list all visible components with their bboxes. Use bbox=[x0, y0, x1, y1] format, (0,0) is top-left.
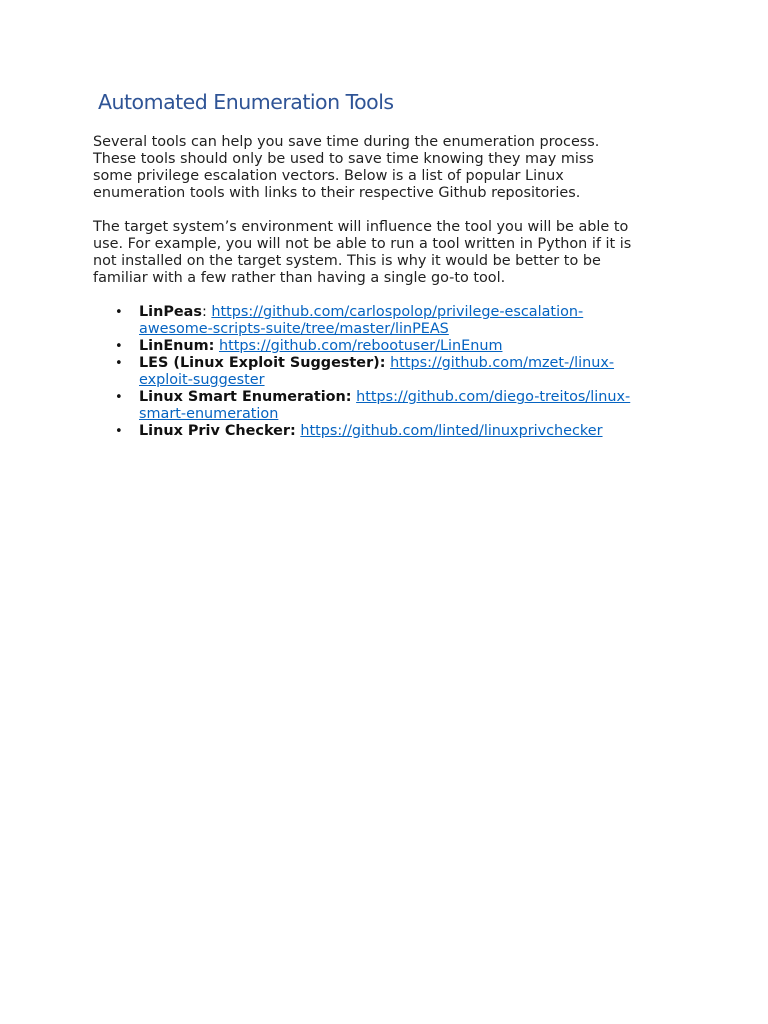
les-link[interactable]: https://github.com/mzet-/linux- bbox=[390, 355, 615, 371]
list-item-line bbox=[139, 338, 768, 355]
paragraph-line: The target system’s environment will influence the tool you will be able to bbox=[93, 219, 629, 235]
list-item-linux-smart-enumeration bbox=[0, 389, 768, 423]
tool-name: Linux Smart Enumeration: bbox=[139, 389, 352, 405]
bullet-icon: • bbox=[115, 339, 123, 354]
paragraph-line: Several tools can help you save time during the enumeration process. bbox=[93, 134, 600, 150]
bullet-icon: • bbox=[115, 356, 123, 371]
list-item-line bbox=[139, 372, 768, 389]
list-item-line bbox=[139, 321, 768, 338]
environment-paragraph bbox=[93, 219, 683, 287]
paragraph-line: familiar with a few rather than having a single go-to tool. bbox=[93, 270, 506, 286]
list-item-linux-priv-checker bbox=[0, 423, 768, 440]
list-item-line bbox=[139, 304, 768, 321]
list-item-linenum bbox=[0, 338, 768, 355]
linux-smart-enumeration-link-continued[interactable]: smart-enumeration bbox=[139, 406, 279, 422]
document-title: Automated Enumeration Tools bbox=[98, 90, 394, 114]
bullet-icon: • bbox=[115, 305, 123, 320]
les-link-continued[interactable]: exploit-suggester bbox=[139, 372, 265, 388]
linux-smart-enumeration-link[interactable]: https://github.com/diego-treitos/linux- bbox=[356, 389, 631, 405]
tool-name: LinPeas bbox=[139, 304, 202, 320]
linux-priv-checker-link[interactable]: https://github.com/linted/linuxprivchecker bbox=[300, 423, 603, 439]
list-item-line bbox=[139, 389, 768, 406]
paragraph-line: These tools should only be used to save time knowing they may miss bbox=[93, 151, 594, 167]
intro-paragraph bbox=[93, 134, 683, 202]
paragraph-line: not installed on the target system. This is why it would be better to be bbox=[93, 253, 601, 269]
list-item-les bbox=[0, 355, 768, 389]
linpeas-link[interactable]: https://github.com/carlospolop/privilege-escalation- bbox=[211, 304, 584, 320]
paragraph-line: enumeration tools with links to their respective Github repositories. bbox=[93, 185, 581, 201]
tool-name: LinEnum: bbox=[139, 338, 215, 354]
bullet-icon: • bbox=[115, 390, 123, 405]
list-item-line bbox=[139, 423, 768, 440]
linenum-link[interactable]: https://github.com/rebootuser/LinEnum bbox=[219, 338, 503, 354]
tool-list bbox=[0, 304, 768, 440]
list-item-linpeas bbox=[0, 304, 768, 338]
tool-name: Linux Priv Checker: bbox=[139, 423, 296, 439]
list-item-line bbox=[139, 355, 768, 372]
list-item-line bbox=[139, 406, 768, 423]
bullet-icon: • bbox=[115, 424, 123, 439]
tool-separator: : bbox=[201, 304, 212, 320]
linpeas-link-continued[interactable]: awesome-scripts-suite/tree/master/linPEAS bbox=[139, 321, 449, 337]
tool-name: LES (Linux Exploit Suggester): bbox=[139, 355, 386, 371]
paragraph-line: some privilege escalation vectors. Below is a list of popular Linux bbox=[93, 168, 564, 184]
paragraph-line: use. For example, you will not be able to run a tool written in Python if it is bbox=[93, 236, 632, 252]
